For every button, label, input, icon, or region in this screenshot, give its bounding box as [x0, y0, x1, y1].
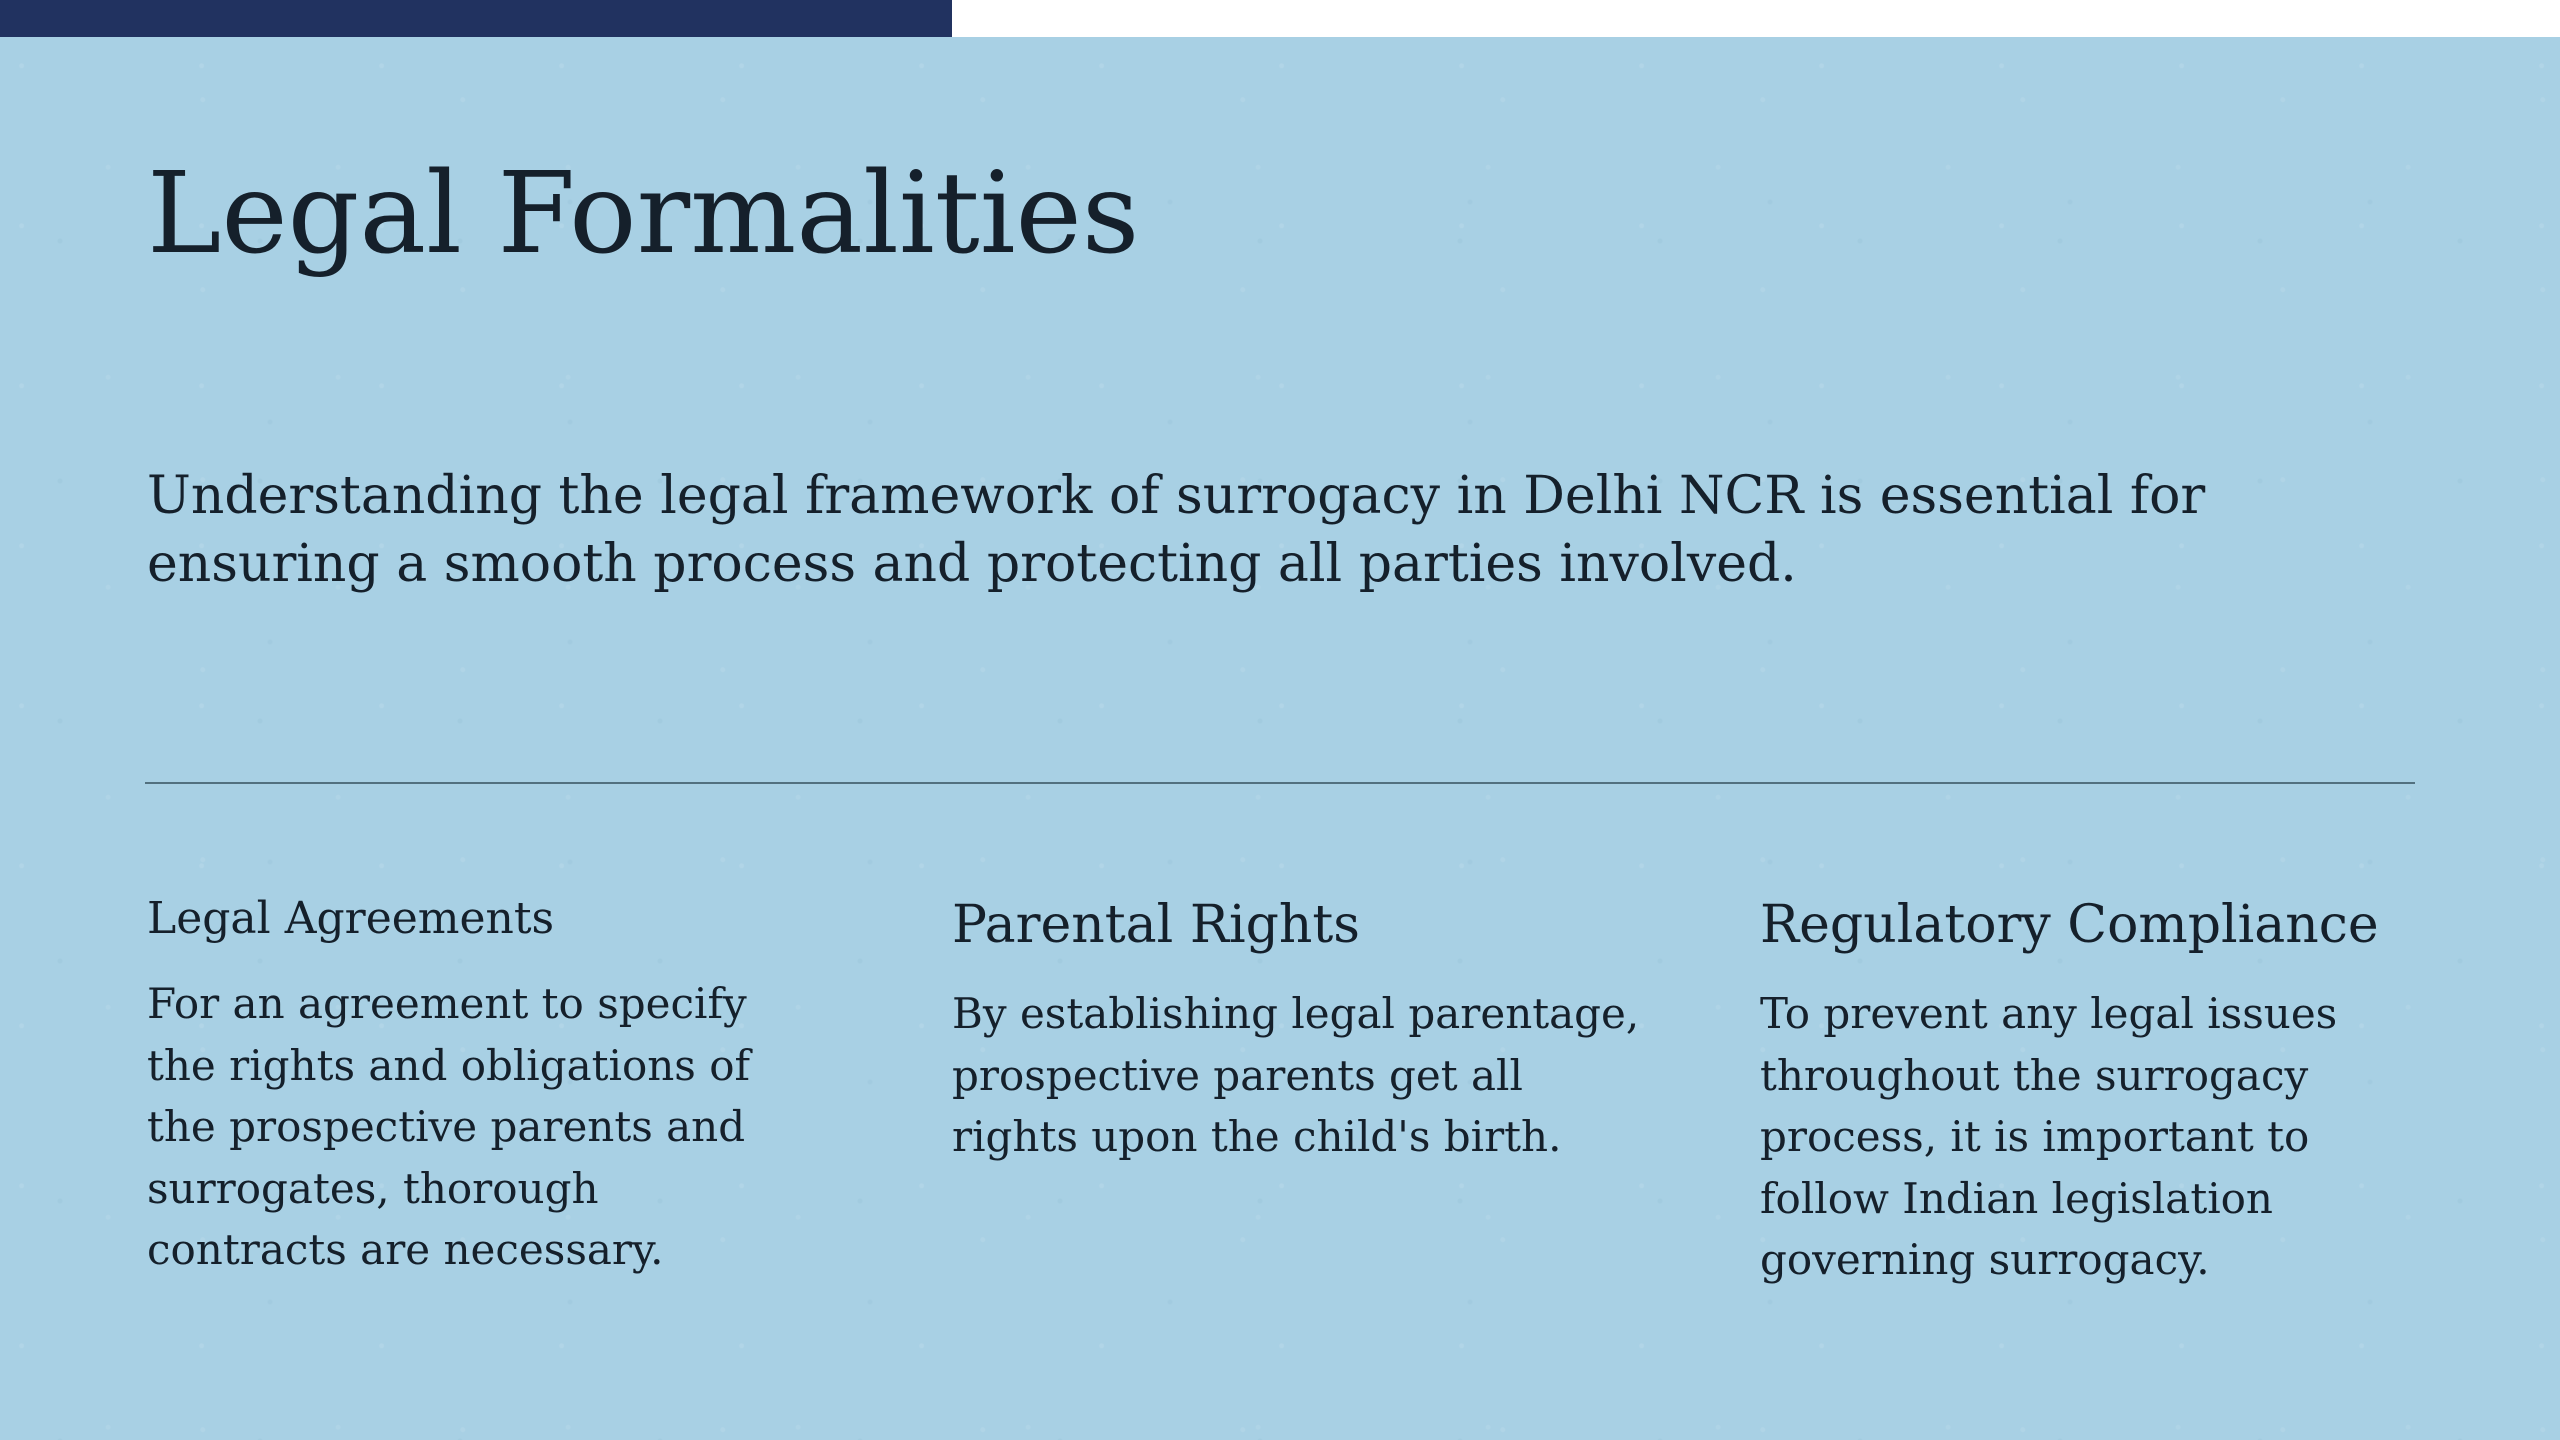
slide-title: Legal Formalities — [147, 149, 1140, 279]
column-heading: Parental Rights — [952, 895, 1360, 955]
column-legal-agreements — [147, 889, 807, 1281]
column-body: For an agreement to specify the rights and obligations of the prospective parents and surrogates, thorough contracts are necessary. — [147, 979, 751, 1274]
slide — [0, 37, 2560, 1440]
intro-paragraph: Understanding the legal framework of surrogacy in Delhi NCR is essential for ensuring a smooth process and protecting all parties involved. — [147, 466, 2206, 594]
column-parental-rights — [952, 889, 1642, 1168]
column-body: By establishing legal parentage, prospective parents get all rights upon the child's birth. — [952, 989, 1640, 1161]
column-heading: Regulatory Compliance — [1760, 895, 2379, 955]
column-body: To prevent any legal issues throughout the surrogacy process, it is important to follow Indian legislation governing surrogacy. — [1760, 989, 2338, 1284]
accent-bar — [0, 0, 952, 37]
column-heading: Legal Agreements — [147, 893, 555, 944]
divider — [145, 782, 2415, 784]
column-regulatory-compliance — [1760, 889, 2450, 1291]
